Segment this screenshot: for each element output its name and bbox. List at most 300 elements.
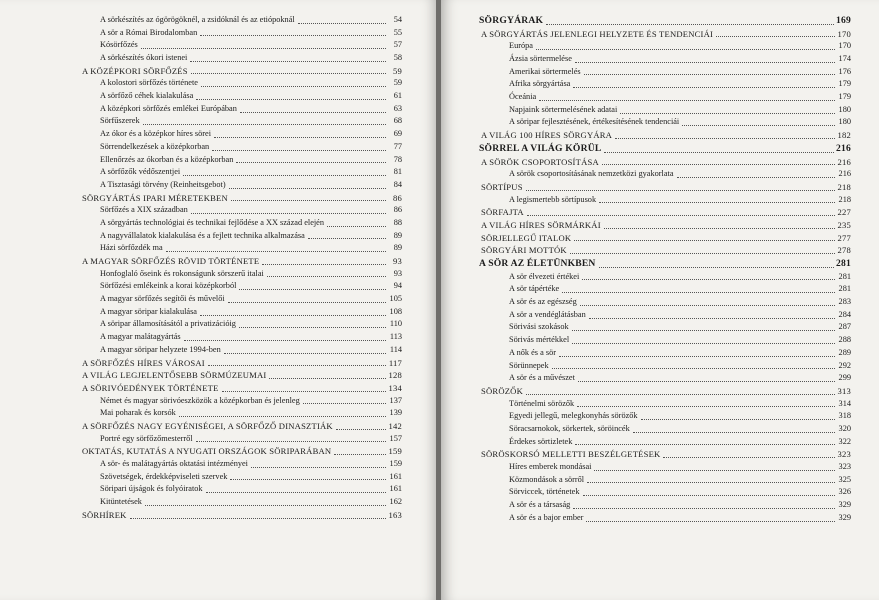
toc-section-row [479,499,851,512]
toc-dot-leader [184,340,386,341]
toc-dot-leader [584,74,835,75]
toc-page-number: 218 [837,181,851,192]
toc-entry-title: SÖRGYÁRTÁS IPARI MÉRETEKBEN [82,192,228,203]
toc-page-number: 216 [838,169,851,179]
toc-chapter-row [479,385,851,398]
toc-entry-title: SÖRHÍREK [82,509,127,520]
toc-dot-leader [536,49,835,50]
toc-chapter-row [78,255,402,268]
toc-dot-leader [214,137,386,138]
toc-entry-title: A KÖZÉPKORI SÖRFŐZÉS [82,65,188,76]
toc-page-number: 105 [389,294,402,304]
toc-entry-title: Ázsia sörtermelése [509,54,572,64]
right-page [441,0,879,600]
toc-dot-leader [633,432,835,433]
toc-section-row [479,322,851,335]
toc-dot-leader [599,267,834,268]
toc-page-number: 69 [393,129,402,139]
toc-page-number: 329 [838,500,851,510]
toc-page-number: 292 [838,360,851,370]
toc-chapter-row [479,258,851,271]
toc-dot-leader [526,394,835,395]
toc-dot-leader [572,330,835,331]
toc-dot-leader [599,202,835,203]
toc-entry-title: A sör a Római Birodalomban [100,27,198,37]
toc-dot-leader [229,188,386,189]
toc-page-number: 235 [837,219,851,230]
toc-page-number: 61 [393,91,402,101]
toc-entry-title: Sörfőzési emlékeink a korai középkorból [100,281,237,291]
toc-section-row [479,398,851,411]
toc-entry-title: SÖRÖZŐK [481,385,523,396]
toc-section-row [78,496,402,509]
toc-entry-title: A MAGYAR SÖRFŐZÉS RÖVID TÖRTÉNETE [82,256,260,267]
toc-entry-title: Történelmi sörözők [509,398,575,408]
toc-page-number: 169 [836,14,851,26]
toc-dot-leader [267,276,386,277]
toc-entry-title: A sörkészítés az ógörögöknél, a zsidóknál és az etiópoknál [100,14,295,24]
toc-section-row [78,27,402,40]
toc-entry-title: A VILÁG LEGJELENTŐSEBB SÖRMÚZEUMAI [82,370,267,381]
toc-dot-leader [191,73,386,74]
toc-chapter-row [78,445,402,458]
toc-page-number: 137 [389,395,402,405]
toc-dot-leader [212,150,386,151]
toc-entry-title: A VILÁG 100 HÍRES SÖRGYÁRA [481,130,613,141]
toc-entry-title: Afrika sörgyártása [509,79,571,89]
toc-page-number: 284 [838,309,851,319]
toc-section-row [78,14,402,27]
toc-section-row [479,296,851,309]
toc-dot-leader [327,226,386,227]
toc-page-number: 93 [393,268,402,278]
toc-page-number: 216 [837,156,851,167]
toc-entry-title: SÖRREL A VILÁG KÖRÜL [479,142,602,154]
toc-section-row [78,306,402,319]
toc-section-row [78,204,402,217]
toc-section-row [78,280,402,293]
toc-dot-leader [334,454,386,455]
toc-section-row [479,40,851,53]
toc-page-number: 59 [393,65,402,76]
toc-section-row [479,347,851,360]
toc-chapter-row [78,369,402,382]
toc-section-row [479,372,851,385]
toc-entry-title: Sörrendelkezések a középkorban [100,141,210,151]
toc-chapter-row [479,219,851,232]
toc-dot-leader [269,378,386,379]
toc-section-row [78,141,402,154]
toc-page-number: 55 [393,27,402,37]
toc-page-number: 84 [393,179,402,189]
toc-page-number: 179 [838,79,851,89]
toc-page-number: 283 [838,297,851,307]
toc-page-number: 318 [838,411,851,421]
toc-page-number: 299 [838,373,851,383]
toc-section-row [479,512,851,525]
toc-entry-title: A sörök csoportosításának nemzetközi gyakorlata [509,169,674,179]
toc-entry-title: A SÖRFŐZÉS HÍRES VÁROSAI [82,357,205,368]
toc-page-number: 161 [389,484,402,494]
toc-entry-title: Söracsarnokok, sörkertek, söröincék [509,423,630,433]
toc-entry-title: A sör és a társaság [509,500,571,510]
toc-dot-leader [336,429,386,430]
toc-section-row [479,309,851,322]
toc-page-number: 218 [838,194,851,204]
toc-dot-leader [572,343,835,344]
toc-entry-title: Sörviccek, történetek [509,487,580,497]
toc-page-number: 94 [393,281,402,291]
toc-entry-title: Napjaink sörtermelésének adatai [509,104,618,114]
toc-entry-title: A kolostori sörfőzés története [100,78,198,88]
toc-entry-title: Közmondások a sörről [509,474,585,484]
toc-section-row [78,179,402,192]
toc-page-number: 162 [389,497,402,507]
toc-dot-leader [594,470,835,471]
toc-section-row [78,395,402,408]
toc-page-number: 180 [838,117,851,127]
toc-dot-leader [239,327,386,328]
toc-page-number: 323 [837,449,851,460]
toc-page-number: 161 [389,471,402,481]
toc-entry-title: A sör a vendéglátásban [509,309,586,319]
toc-dot-leader [298,23,386,24]
toc-dot-leader [589,318,835,319]
toc-chapter-row [78,357,402,370]
toc-entry-title: A SÖRIVÓEDÉNYEK TÖRTÉNETE [82,382,219,393]
toc-dot-leader [546,24,834,25]
toc-page-number: 281 [838,271,851,281]
toc-dot-leader [562,292,835,293]
toc-entry-title: A sör és a művészet [509,373,575,383]
toc-dot-leader [143,124,386,125]
toc-entry-title: Sörivási szokások [509,322,569,332]
toc-page-number: 180 [838,104,851,114]
toc-section-row [78,90,402,103]
toc-dot-leader [224,353,386,354]
toc-entry-title: A legismertebb sörtípusok [509,194,597,204]
toc-dot-leader [231,200,386,201]
toc-dot-leader [716,36,835,37]
toc-entry-title: Sörfűszerek [100,116,140,126]
toc-chapter-row [78,192,402,205]
toc-section-row [78,116,402,129]
toc-section-row [78,217,402,230]
toc-chapter-row [479,448,851,461]
toc-page-number: 288 [838,335,851,345]
toc-entry-title: Amerikai sörtermelés [509,66,581,76]
toc-dot-leader [677,177,835,178]
toc-entry-title: A sör és a bajor ember [509,512,584,522]
toc-dot-leader [602,164,835,165]
toc-page-number: 159 [388,446,402,457]
toc-entry-title: Szövetségek, érdekképviseleti szervek [100,471,228,481]
toc-dot-leader [239,289,386,290]
toc-page-number: 110 [389,319,402,329]
toc-entry-title: A magyar söripar helyzete 1994-ben [100,344,221,354]
toc-section-row [78,319,402,332]
toc-section-row [78,433,402,446]
toc-entry-title: SÖRJELLEGŰ ITALOK [481,232,572,243]
toc-section-row [78,128,402,141]
toc-page-number: 313 [837,385,851,396]
toc-dot-leader [200,315,386,316]
toc-chapter-row [479,244,851,257]
toc-section-row [78,331,402,344]
toc-section-row [479,168,851,181]
toc-entry-title: Házi sörfőzdék ma [100,243,163,253]
toc-section-row [479,334,851,347]
toc-entry-title: Kitüntetések [100,497,142,507]
toc-entry-title: SÖRÖSKORSÓ MELLETTI BESZÉLGETÉSEK [481,449,661,460]
toc-entry-title: A sör tápértéke [509,284,560,294]
toc-entry-title: A Tisztasági törvény (Reinheitsgebot) [100,179,226,189]
toc-entry-title: A magyar malátagyártás [100,332,181,342]
toc-entry-title: Egyedi jellegű, melegkonyhás sörözők [509,411,638,421]
toc-dot-leader [620,113,835,114]
toc-dot-leader [582,279,835,280]
toc-page-number: 182 [837,130,851,141]
toc-page-number: 326 [838,487,851,497]
toc-page-number: 57 [393,40,402,50]
toc-section-row [479,461,851,474]
toc-page-number: 86 [393,192,402,203]
toc-page-number: 179 [838,92,851,102]
toc-dot-leader [575,444,835,445]
toc-dot-leader [570,253,835,254]
toc-entry-title: Sörfőzés a XIX században [100,205,188,215]
toc-dot-leader [196,99,386,100]
toc-dot-leader [578,381,835,382]
toc-page-number: 68 [393,116,402,126]
toc-entry-title: A söripar fejlesztésének, értékesítésének tendenciái [509,117,680,127]
toc-dot-leader [179,416,386,417]
toc-section-row [78,268,402,281]
toc-entry-title: Német és magyar sörivóeszközök a középkorban és jelenleg [100,395,300,405]
toc-dot-leader [141,48,386,49]
toc-page-number: 277 [837,232,851,243]
toc-page-number: 86 [393,205,402,215]
toc-dot-leader [251,467,386,468]
toc-dot-leader [166,251,386,252]
toc-section-row [479,117,851,130]
toc-section-row [479,78,851,91]
toc-dot-leader [228,302,386,303]
toc-dot-leader [615,138,835,139]
toc-section-row [78,344,402,357]
toc-dot-leader [201,86,386,87]
toc-dot-leader [641,419,835,420]
toc-section-row [78,483,402,496]
toc-dot-leader [573,508,835,509]
toc-page-number: 88 [393,217,402,227]
toc-section-row [479,194,851,207]
toc-entry-title: A SÖRGYÁRTÁS JELENLEGI HELYZETE ÉS TENDENCIÁI [481,28,714,39]
toc-dot-leader [206,492,386,493]
toc-section-row [78,242,402,255]
toc-entry-title: Portré egy sörfőzőmesterről [100,433,193,443]
toc-dot-leader [604,228,835,229]
toc-dot-leader [200,35,386,36]
toc-page-number: 89 [393,243,402,253]
toc-entry-title: A SÖRÖK CSOPORTOSÍTÁSA [481,156,599,167]
toc-section-row [479,410,851,423]
toc-entry-title: SÖRTÍPUS [481,181,523,192]
toc-dot-leader [552,368,835,369]
toc-section-row [78,154,402,167]
toc-entry-title: A sörfőző céhek kialakulása [100,91,194,101]
toc-entry-title: A magyar sörfőzés segítői és művelői [100,294,225,304]
toc-section-row [479,271,851,284]
toc-entry-title: Európa [509,41,533,51]
toc-section-row [479,104,851,117]
toc-entry-title: Érdekes sörtizletek [509,436,573,446]
toc-dot-leader [236,162,386,163]
toc-dot-leader [527,215,835,216]
toc-chapter-row [479,28,851,41]
toc-chapter-row [479,156,851,169]
toc-chapter-row [78,382,402,395]
toc-page-number: 58 [393,53,402,63]
toc-section-row [78,52,402,65]
toc-entry-title: SÖRFAJTA [481,207,524,218]
toc-section-row [479,53,851,66]
toc-page-number: 170 [838,41,851,51]
toc-entry-title: Honfoglaló őseink és rokonságunk sörszerű italai [100,268,264,278]
toc-section-row [479,436,851,449]
toc-page-number: 128 [388,370,402,381]
toc-section-row [78,166,402,179]
toc-dot-leader [575,62,835,63]
toc-dot-leader [196,441,386,442]
toc-page-number: 77 [393,141,402,151]
toc-entry-title: A nagyvállalatok kialakulása és a fejlett technika alkalmazása [100,230,305,240]
toc-section-row [78,39,402,52]
toc-section-row [78,77,402,90]
toc-page-number: 113 [389,332,402,342]
toc-page-number: 93 [393,256,402,267]
toc-entry-title: A sörfőzők védőszentjei [100,167,181,177]
toc-entry-title: A középkori sörfőzés emlékei Európában [100,103,237,113]
toc-entry-title: Ellenőrzés az ókorban és a középkorban [100,154,234,164]
toc-dot-leader [183,175,386,176]
toc-entry-title: A SÖRFŐZÉS NAGY EGYÉNISÉGEI, A SÖRFŐZŐ DINASZTIÁK [82,420,333,431]
toc-entry-title: Mai poharak és korsók [100,408,176,418]
toc-page-number: 157 [389,433,402,443]
toc-dot-leader [303,403,386,404]
toc-chapter-row [479,129,851,142]
toc-entry-title: A magyar söripar kialakulása [100,306,197,316]
toc-dot-leader [604,152,834,153]
toc-entry-title: OKTATÁS, KUTATÁS A NYUGATI ORSZÁGOK SÖRIPARÁBAN [82,446,332,457]
toc-page-number: 176 [838,66,851,76]
toc-page-number: 287 [838,322,851,332]
toc-section-row [78,407,402,420]
toc-page-number: 63 [393,103,402,113]
toc-entry-title: A sörkészítés ókori istenei [100,53,188,63]
toc-section-row [479,486,851,499]
toc-chapter-row [479,15,851,28]
toc-page-number: 159 [389,459,402,469]
toc-entry-title: Sörivás mértékkel [509,335,570,345]
toc-entry-title: A nők és a sör [509,347,557,357]
toc-dot-leader [663,457,835,458]
toc-dot-leader [191,213,386,214]
toc-section-row [479,283,851,296]
toc-entry-title: A VILÁG HÍRES SÖRMÁRKÁI [481,219,601,230]
toc-dot-leader [230,479,386,480]
toc-dot-leader [190,61,386,62]
toc-page-number: 170 [837,28,851,39]
toc-dot-leader [526,190,835,191]
toc-dot-leader [308,238,386,239]
toc-page-number: 163 [388,509,402,520]
toc-section-row [78,230,402,243]
toc-page-number: 81 [393,167,402,177]
toc-page-number: 117 [388,357,402,368]
toc-page-number: 142 [388,420,402,431]
right-toc-list [479,14,851,525]
toc-entry-title: Óceánia [509,92,537,102]
toc-entry-title: A sörgyártás technológiai és technikai fejlődése a XX század elején [100,217,325,227]
toc-section-row [78,293,402,306]
toc-chapter-row [479,232,851,245]
toc-page-number: 314 [838,398,851,408]
toc-page-number: 174 [838,54,851,64]
toc-chapter-row [479,143,851,156]
toc-dot-leader [145,505,386,506]
toc-page-number: 322 [838,436,851,446]
toc-section-row [479,66,851,79]
toc-entry-title: A söripar államosításától a privatizációig [100,319,236,329]
toc-page-number: 114 [389,344,402,354]
toc-entry-title: A sör- és malátagyártás oktatási intézményei [100,459,248,469]
toc-page-number: 329 [838,512,851,522]
toc-page-number: 320 [838,423,851,433]
toc-chapter-row [479,181,851,194]
toc-dot-leader [583,495,836,496]
toc-entry-title: Az ókor és a középkor híres sörei [100,129,212,139]
toc-page-number: 139 [389,408,402,418]
toc-dot-leader [574,240,835,241]
toc-entry-title: A sör élvezeti értékei [509,271,580,281]
toc-page-number: 281 [838,284,851,294]
toc-page-number: 78 [393,154,402,164]
toc-entry-title: SÖRGYÁRI MOTTÓK [481,245,567,256]
toc-chapter-row [78,65,402,78]
toc-page-number: 325 [838,474,851,484]
toc-dot-leader [682,125,835,126]
toc-dot-leader [240,112,386,113]
toc-chapter-row [479,206,851,219]
toc-entry-title: SÖRGYÁRAK [479,14,544,26]
toc-dot-leader [262,264,386,265]
toc-section-row [479,91,851,104]
toc-section-row [78,103,402,116]
left-page [0,0,438,600]
toc-dot-leader [586,521,835,522]
toc-page-number: 289 [838,347,851,357]
toc-section-row [479,423,851,436]
toc-page-number: 227 [837,207,851,218]
toc-chapter-row [78,420,402,433]
toc-page-number: 323 [838,462,851,472]
toc-entry-title: Kósörfőzés [100,40,138,50]
toc-entry-title: A sör és az egészség [509,297,577,307]
toc-chapter-row [78,509,402,522]
toc-dot-leader [577,406,835,407]
toc-dot-leader [130,518,386,519]
